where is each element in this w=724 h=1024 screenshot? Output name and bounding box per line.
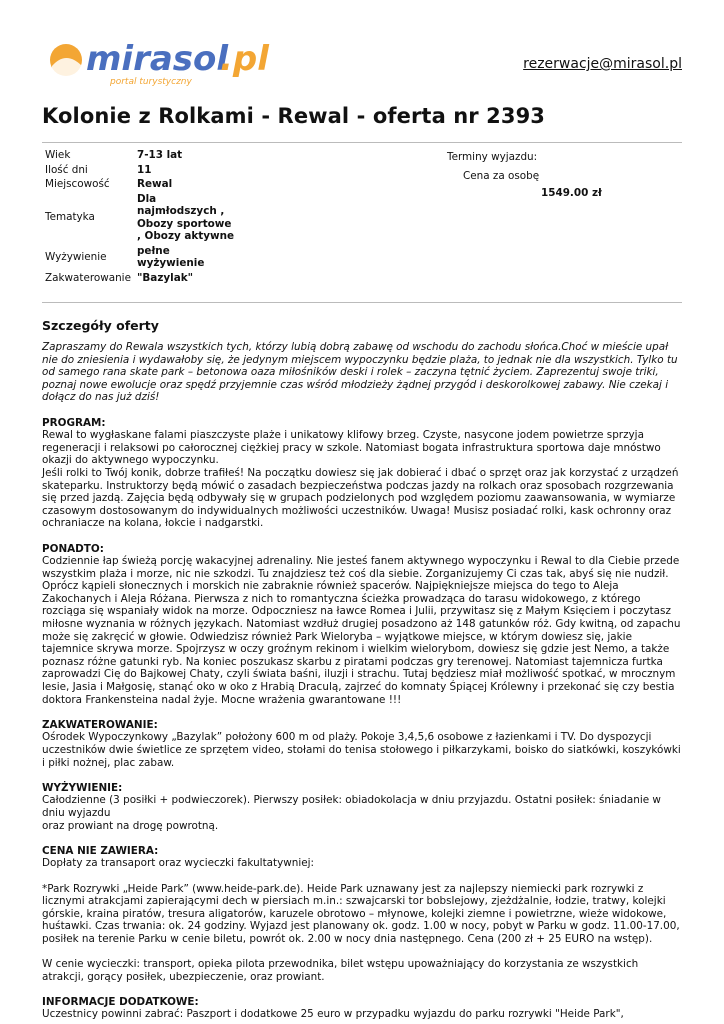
cena-text: *Park Rozrywki „Heide Park” (www.heide-park.de). Heide Park uznawany jest za najlepszy niemiecki park rozrywki z licznymi atrakcjami zapierającymi dech w piersiach m.in.: szwajcarski tor bobslejowy, zjeżdżalnie, łodzie, tratwy, kolejki górskie, kraina piratów, tresura aligatorów, karuzele obrotowo – młynowe, kolejki ziemne i powietrzne, wieże widokowe, huśtawki. Czas trwania: ok. 24 godziny. Wyjazd jest planowany ok. godz. 1.00 w nocy, pobyt w Parku w godz. 11.00-17.00, posiłek na terenie Parku w cenie biletu, powrót ok. 2.00 w nocy dnia następnego. Cena (200 zł + 25 EURO na wstęp). — [42, 882, 680, 945]
divider — [42, 302, 682, 303]
attr-row: Miejscowość Rewal — [45, 178, 173, 190]
mirasol-logo — [42, 36, 272, 92]
attr-row: Tematyka Dla najmłodszych , Obozy sportowe , Obozy aktywne — [45, 192, 235, 242]
zakwaterowanie-title: ZAKWATEROWANIE: — [42, 718, 158, 731]
attr-row: Wiek 7-13 lat — [45, 149, 183, 161]
info-text: Uczestnicy powinni zabrać: Paszport i dodatkowe 25 euro w przypadku wyjazdu do parku rozrywki "Heide Park", — [42, 1008, 624, 1021]
price-label: Cena za osobę — [463, 170, 540, 182]
terms-label: Terminy wyjazdu: — [447, 151, 538, 163]
svg-text:mirasol: mirasol — [86, 39, 229, 79]
program-text: Rewal to wygłaskane falami piaszczyste plaże i unikatowy klifowy brzeg. Czyste, nasycone jodem powietrze sprzyja regeneracji i relaksowi po całorocznej ciężkiej pracy w szkole. Natomiast bogata infrastruktura sportowa daje mnóstwo okazji do aktywnego wypoczynku. — [42, 429, 661, 467]
svg-text:.pl: .pl — [220, 39, 269, 79]
wyzywienie-text: Całodzienne (3 posiłki + podwieczorek). Pierwszy posiłek: obiadokolacja w dniu przyjazdu. Ostatni posiłek: śniadanie w dniu wyjazdu — [42, 794, 661, 819]
program-text: Jeśli rolki to Twój konik, dobrze trafiłeś! Na początku dowiesz się jak dobierać i dbać o sprzęt oraz jak korzystać z urządzeń skateparku. Instruktorzy będą mówić o zasadach bezpieczeństwa podczas jazdy na rolkach oraz sposobach rozgrzewania się przed jazdą. Zajęcia będą odbywały się w grupach podzielonych pod względem poziomu zaawansowania, w wymiarze czasowym dostosowanym do indywidualnych możliwości uczestników. Uwaga! Musisz posiadać rolki, kask ochronny oraz ochraniacze na kolana, łokcie i nadgarstki. — [42, 466, 679, 530]
program-title: PROGRAM: — [42, 416, 106, 429]
cena-title: CENA NIE ZAWIERA: — [42, 844, 159, 857]
offer-attributes — [42, 148, 238, 285]
zakwaterowanie-text: Ośrodek Wypoczynkowy „Bazylak” położony 600 m od plaży. Pokoje 3,4,5,6 osobowe z łazienkami i TV. Do dyspozycji uczestników dwie świetlice ze sprzętem video, stołami do tenisa stołowego i piłkarzykami, boisko do siatkówki, koszykówki i piłki nożnej, plac zabaw. — [42, 731, 681, 769]
attr-row: Zakwaterowanie "Bazylak" — [45, 271, 194, 284]
intro-text: Zapraszamy do Rewala wszystkich tych, którzy lubią dobrą zabawę od wschodu do zachodu słońca.Choć w mieście upał nie do zniesienia i wydawałoby się, że jedynym miejscem wypoczynku będzie plaża, to jednak nie dla wszystkich. Tylko tu od samego rana skate park – betonowa oaza miłośników deski i rolek – zaczyna tętnić życiem. Zaprezentuj swoje triki, poznaj nowe ewolucje oraz spędź przyjemnie czas wśród młodzieży żądnej przygód i deskorolkowej zabawy. Nie czekaj i dołącz do nas już dziś! — [42, 341, 678, 404]
wyzywienie-title: WYŻYWIENIE: — [42, 781, 123, 794]
attr-row: Ilość dni 11 — [45, 163, 152, 176]
price-value: 1549.00 zł — [541, 187, 602, 199]
document-page — [42, 0, 682, 1021]
cena-text: Dopłaty za transaport oraz wycieczki fakultatywniej: — [42, 857, 314, 870]
ponadto-text: Codziennie łap świeżą porcję wakacyjnej adrenaliny. Nie jesteś fanem aktywnego wypoczynku i Rewal to dla Ciebie przede wszystkim plaża i morze, nic nie szkodzi. Tu znajdziesz też coś dla siebie. Zorganizujemy Ci czas tak, abyś się nie nudził. Oprócz kąpieli słonecznych i morskich nie zabraknie również spacerów. Najpiękniejsze miejsca do tego to Aleja Zakochanych i Aleja Różana. Pierwsza z nich to romantyczna ścieżka prowadząca do tarasu widokowego, z którego rozciąga się wspaniały widok na morze. Odpoczniesz na ławce Romea i Julii, przywitasz się z Małym Księciem i poczytasz miłosne wyznania w różnych językach. Natomiast wzdłuż drugiej posadzono aż 148 gatunków róż. Gdy kwitną, od zapachu może się zakręcić w głowie. Odwiedzisz również Park Wieloryba – wyjątkowe miejsce, w którym dowiesz się, jakie tajemnice skrywa morze. Spojrzysz w oczy groźnym rekinom i wielkim wielorybom, dowiesz się gdzie jest Nemo, a także poznasz różne gatunki ryb. Na koniec poszukasz skarbu z piratami podczas gry terenowej. Natomiast tajemnicza furtka zaprowadzi Cię do Bajkowej Chaty, czyli świata baśni, iluzji i strachu. Tutaj będziesz miał możliwość spotkać, w mrocznym lesie, Jasia i Małgosię, stanąć oko w oko z Hrabią Draculą, zajrzeć do komnaty Śpiącej Królewny i przekonać się czy bestia doktora Frankensteina nadal żyje. Mocne wrażenia gwarantowane !!! — [42, 555, 681, 706]
info-title: INFORMACJE DODATKOWE: — [42, 995, 199, 1008]
offer-details — [42, 341, 682, 1021]
svg-text:portal turystyczny: portal turystyczny — [110, 77, 192, 87]
email-link[interactable]: rezerwacje@mirasol.pl — [523, 56, 682, 72]
wyzywienie-text: oraz prowiant na drogę powrotną. — [42, 819, 219, 832]
divider — [42, 142, 682, 143]
ponadto-title: PONADTO: — [42, 542, 104, 555]
cena-text: W cenie wycieczki: transport, opieka pilota przewodnika, bilet wstępu upoważniający do korzystania ze wszystkich atrakcji, gorący posiłek, ubezpieczenie, oraz prowiant. — [42, 958, 639, 983]
page-title: Kolonie z Rolkami - Rewal - oferta nr 2393 — [42, 104, 546, 128]
details-heading: Szczegóły oferty — [42, 318, 159, 333]
header — [42, 0, 682, 100]
attr-row: Wyżywienie pełne wyżywienie — [45, 244, 205, 269]
